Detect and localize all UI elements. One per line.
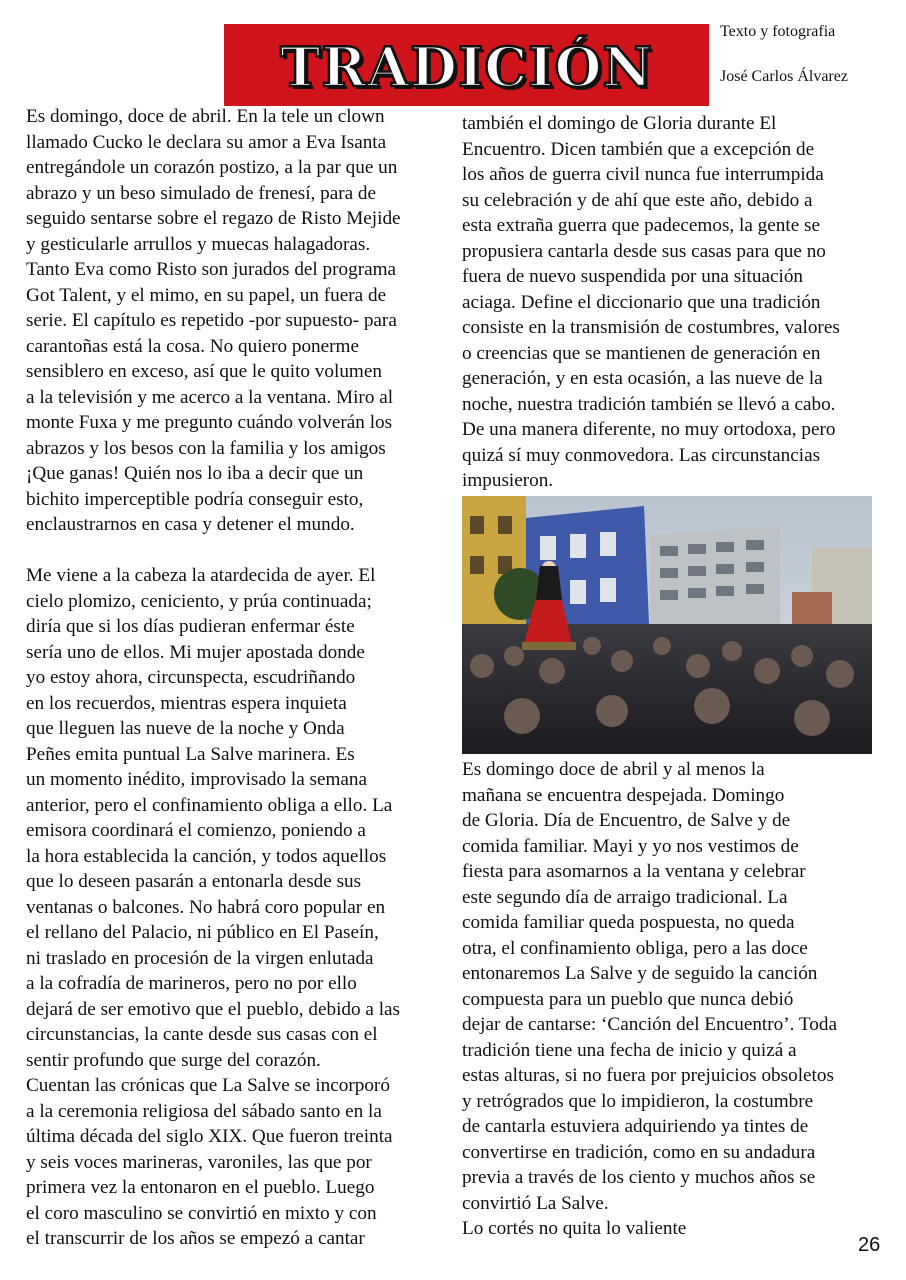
credit-author: José Carlos Álvarez bbox=[720, 68, 848, 85]
text-line: su celebración y de ahí que este año, debido a bbox=[462, 189, 813, 211]
text-line: Cuentan las crónicas que La Salve se incorporó bbox=[26, 1075, 390, 1096]
text-line: esta extraña guerra que padecemos, la gente se bbox=[462, 215, 820, 236]
text-line: monte Fuxa y me pregunto cuándo volverán los bbox=[26, 412, 393, 433]
text-line: comida familiar. Mayi y yo nos vestimos de bbox=[462, 835, 799, 857]
text-line: otra, el confinamiento obliga, pero a las doce bbox=[462, 937, 808, 959]
paragraph-4 bbox=[462, 757, 882, 1242]
text-line: o creencias que se mantienen de generación en bbox=[462, 342, 821, 364]
text-line: serie. El capítulo es repetido -por supuesto- para bbox=[26, 310, 397, 331]
right-column-top bbox=[462, 111, 882, 494]
text-line: de cantarla estuviera adquiriendo ya tintes de bbox=[462, 1116, 809, 1137]
text-line: y gesticularle arrullos y muecas halagadoras. bbox=[26, 233, 371, 255]
text-line: diría que si los días pudieran enfermar éste bbox=[26, 616, 355, 637]
text-line: a la televisión y me acerco a la ventana. Miro al bbox=[26, 386, 394, 408]
text-line: sería uno de ellos. Mi mujer apostada donde bbox=[26, 641, 365, 663]
paragraph-3 bbox=[462, 111, 882, 494]
credit-text-line: Texto y fotografia bbox=[720, 23, 836, 40]
text-line: Es domingo, doce de abril. En la tele un clown bbox=[26, 106, 385, 127]
text-line: Encuentro. Dicen también que a excepción de bbox=[462, 138, 815, 160]
text-line: a la ceremonia religiosa del sábado santo en la bbox=[26, 1100, 382, 1122]
paragraph-1 bbox=[26, 104, 442, 538]
page-title: TRADICIÓN bbox=[280, 35, 653, 99]
text-line: abrazos y los besos con la familia y los amigos bbox=[26, 437, 386, 459]
text-line: compuesta para un pueblo que nunca debió bbox=[462, 988, 794, 1010]
text-line: estas alturas, si no fuera por prejuicios obsoletos bbox=[462, 1065, 834, 1086]
text-line: carantoñas está la cosa. No quiero ponerme bbox=[26, 335, 359, 357]
text-line: ¡Que ganas! Quién nos lo iba a decir que un bbox=[26, 463, 364, 484]
text-line: llamado Cucko le declara su amor a Eva Isanta bbox=[26, 131, 387, 153]
text-line: anterior, pero el confinamiento obliga a ello. La bbox=[26, 794, 393, 816]
text-line: que lo deseen pasarán a entonarla desde sus bbox=[26, 871, 362, 892]
page-number: 26 bbox=[858, 1234, 881, 1256]
title-banner bbox=[224, 24, 709, 106]
text-line: Got Talent, y el mimo, en su papel, un fuera de bbox=[26, 284, 387, 306]
text-line: sensiblero en exceso, así que le quito volumen bbox=[26, 361, 382, 382]
text-line: Peñes emita puntual La Salve marinera. Es bbox=[26, 743, 355, 765]
text-line: de Gloria. Día de Encuentro, de Salve y de bbox=[462, 810, 791, 831]
text-line: también el domingo de Gloria durante El bbox=[462, 113, 777, 134]
text-line: abrazo y un beso simulado de frenesí, para de bbox=[26, 182, 377, 204]
text-line: propusiera cantarla desde sus casas para que no bbox=[462, 240, 826, 262]
text-line: cielo plomizo, ceniciento, y prúa continuada; bbox=[26, 590, 372, 612]
text-line: Tanto Eva como Risto son jurados del programa bbox=[26, 259, 397, 280]
text-line: mañana se encuentra despejada. Domingo bbox=[462, 784, 785, 806]
text-line: ventanas o balcones. No habrá coro popular en bbox=[26, 896, 386, 918]
text-line: consiste en la transmisión de costumbres, valores bbox=[462, 317, 840, 338]
text-line: comida familiar queda pospuesta, no queda bbox=[462, 912, 795, 933]
text-line: bichito imperceptible podría conseguir esto, bbox=[26, 488, 364, 510]
text-line: un momento inédito, improvisado la semana bbox=[26, 769, 368, 790]
text-line: enclaustrarnos en casa y detener el mundo. bbox=[26, 514, 355, 535]
text-line: dejará de ser emotivo que el pueblo, debido a las bbox=[26, 998, 401, 1020]
text-line: aciaga. Define el diccionario que una tradición bbox=[462, 291, 821, 313]
text-line: impusieron. bbox=[462, 470, 554, 491]
text-line: Lo cortés no quita lo valiente bbox=[462, 1218, 687, 1239]
text-line: y retrógrados que lo impidieron, la costumbre bbox=[462, 1090, 814, 1112]
text-line: convertirse en tradición, como en su andadura bbox=[462, 1141, 816, 1163]
text-line: fiesta para asomarnos a la ventana y celebrar bbox=[462, 861, 806, 882]
text-line: De una manera diferente, no muy ortodoxa, pero bbox=[462, 419, 836, 440]
text-line: previa a través de los ciento y muchos años se bbox=[462, 1167, 816, 1188]
text-line: fuera de nuevo suspendida por una situación bbox=[462, 266, 804, 287]
text-line: dejar de cantarse: ‘Canción del Encuentro’. Toda bbox=[462, 1014, 837, 1035]
text-line: los años de guerra civil nunca fue interrumpida bbox=[462, 164, 824, 185]
text-line: quizá sí muy conmovedora. Las circunstancias bbox=[462, 444, 821, 466]
text-line: entonaremos La Salve y de seguido la canción bbox=[462, 963, 818, 984]
text-line: yo estoy ahora, circunspecta, escudriñando bbox=[26, 667, 356, 688]
text-line: ni traslado en procesión de la virgen enlutada bbox=[26, 947, 374, 969]
crowd-procession-photo bbox=[462, 496, 872, 754]
left-column bbox=[26, 104, 442, 1252]
text-line: primera vez la entonaron en el pueblo. Luego bbox=[26, 1177, 375, 1198]
text-line: y seis voces marineras, varoniles, las que por bbox=[26, 1151, 372, 1173]
text-line: Me viene a la cabeza la atardecida de ayer. El bbox=[26, 565, 376, 586]
text-line: última década del siglo XIX. Que fueron treinta bbox=[26, 1126, 393, 1147]
text-line: la hora establecida la canción, y todos aquellos bbox=[26, 845, 387, 867]
text-line: el coro masculino se convirtió en mixto y con bbox=[26, 1202, 377, 1224]
text-line: Es domingo doce de abril y al menos la bbox=[462, 759, 765, 780]
text-line: seguido sentarse sobre el regazo de Risto Mejide bbox=[26, 208, 401, 229]
text-line: el transcurrir de los años se empezó a cantar bbox=[26, 1228, 365, 1249]
text-line: circunstancias, la cante desde sus casas con el bbox=[26, 1024, 378, 1045]
right-column-bottom bbox=[462, 757, 882, 1242]
paragraph-gap bbox=[26, 538, 442, 564]
text-line: noche, nuestra tradición también se llevó a cabo. bbox=[462, 393, 836, 415]
text-line: convirtió La Salve. bbox=[462, 1192, 609, 1214]
text-line: tradición tiene una fecha de inicio y quizá a bbox=[462, 1039, 797, 1061]
text-line: a la cofradía de marineros, pero no por ello bbox=[26, 973, 357, 994]
text-line: entregándole un corazón postizo, a la par que un bbox=[26, 157, 398, 178]
text-line: generación, y en esta ocasión, a las nueve de la bbox=[462, 368, 823, 389]
text-line: el rellano del Palacio, ni público en El Paseín, bbox=[26, 922, 379, 943]
paragraph-2 bbox=[26, 563, 442, 1252]
text-line: en los recuerdos, mientras espera inquieta bbox=[26, 692, 347, 714]
text-line: emisora coordinará el comienzo, poniendo a bbox=[26, 820, 366, 841]
text-line: sentir profundo que surge del corazón. bbox=[26, 1049, 321, 1071]
text-line: este segundo día de arraigo tradicional. La bbox=[462, 886, 788, 908]
text-line: que lleguen las nueve de la noche y Onda bbox=[26, 718, 345, 739]
